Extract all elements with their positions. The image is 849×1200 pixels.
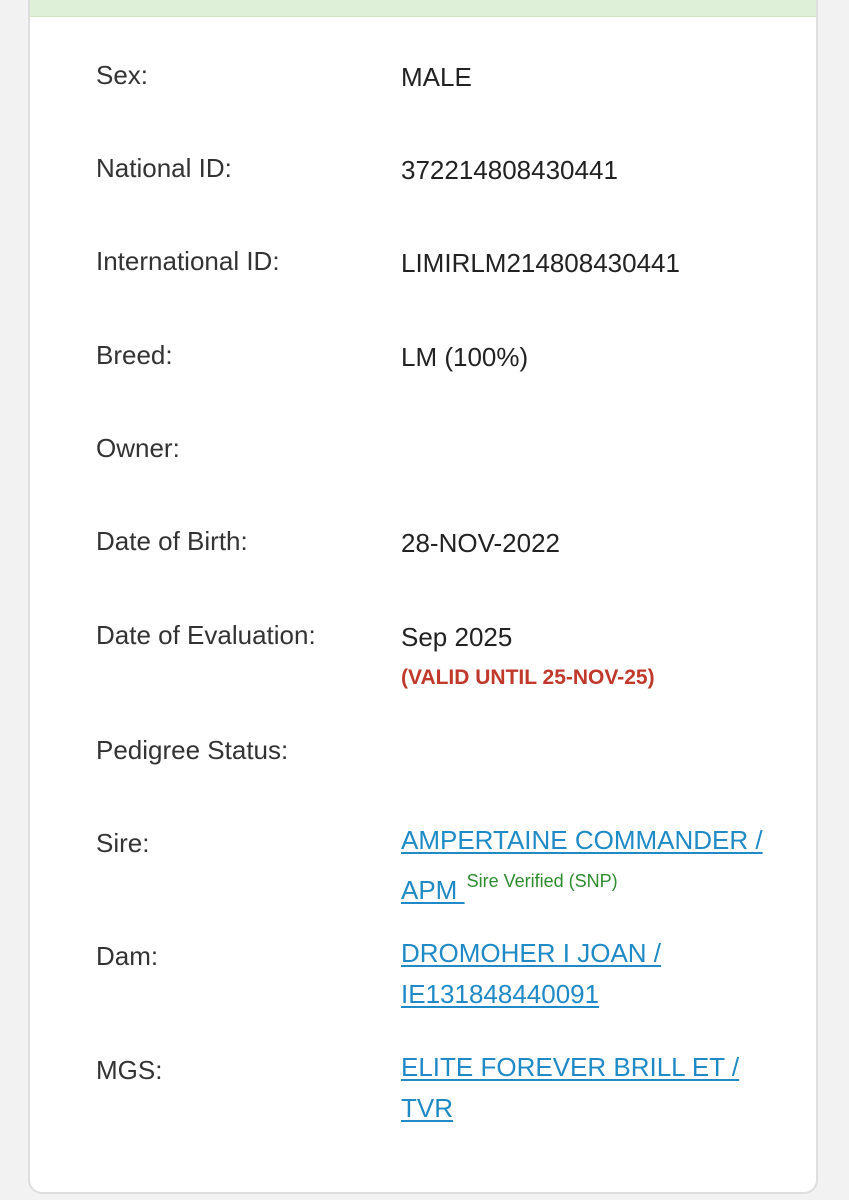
card-header-band	[30, 0, 816, 17]
national-id-value: 372214808430441	[401, 155, 618, 185]
sex-label: Sex:	[96, 60, 149, 90]
sire-verified-badge: Sire Verified (SNP)	[466, 871, 618, 891]
dam-link[interactable]: DROMOHER I JOAN / IE131848440091	[401, 938, 662, 1009]
international-id-value: LIMIRLM214808430441	[401, 248, 680, 278]
sire-link[interactable]: AMPERTAINE COMMANDER / APM	[401, 825, 763, 905]
animal-details-card	[28, 0, 818, 1194]
date-of-evaluation-value: Sep 2025	[401, 622, 513, 652]
sire-value	[401, 820, 781, 911]
dam-label: Dam:	[96, 941, 159, 971]
national-id-label: National ID:	[96, 153, 232, 183]
breed-value: LM (100%)	[401, 342, 529, 372]
dam-value	[401, 933, 781, 1015]
date-of-birth-value: 28-NOV-2022	[401, 528, 560, 558]
sex-value: MALE	[401, 62, 472, 92]
pedigree-status-label: Pedigree Status:	[96, 735, 289, 765]
international-id-label: International ID:	[96, 246, 280, 276]
sire-label: Sire:	[96, 828, 150, 858]
mgs-link[interactable]: ELITE FOREVER BRILL ET / TVR	[401, 1052, 740, 1123]
evaluation-validity-warning: (VALID UNTIL 25-NOV-25)	[401, 666, 655, 689]
mgs-value	[401, 1047, 781, 1129]
owner-label: Owner:	[96, 433, 180, 463]
date-of-evaluation-label: Date of Evaluation:	[96, 620, 316, 650]
breed-label: Breed:	[96, 340, 173, 370]
mgs-label: MGS:	[96, 1055, 163, 1085]
date-of-birth-label: Date of Birth:	[96, 526, 248, 556]
